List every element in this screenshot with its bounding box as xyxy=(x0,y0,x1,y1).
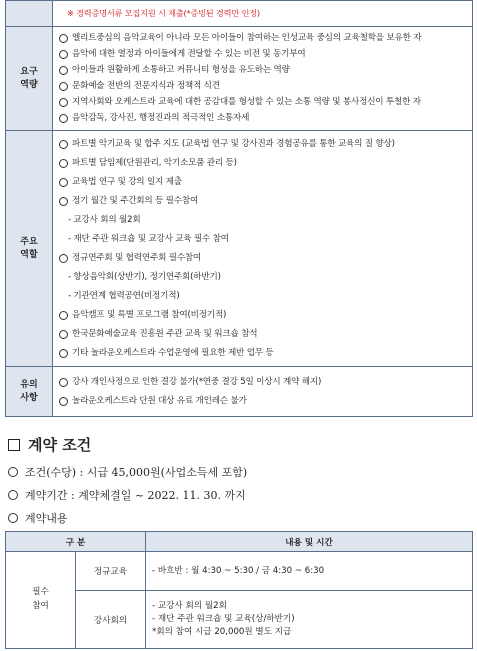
list-item-text: 파트별 담임제(단원관리, 악기소모품 관리 등) xyxy=(72,157,237,168)
circle-bullet-icon xyxy=(8,490,18,500)
requirements-list xyxy=(53,27,473,131)
list-item xyxy=(59,47,466,63)
list-item xyxy=(59,306,466,325)
list-item-text: 아이들과 원활하게 소통하고 커뮤니티 형성을 유도하는 역량 xyxy=(72,65,290,76)
condition-content: 계약내용 xyxy=(8,510,68,526)
list-item-text: 기타 놀라운오케스트라 수업운영에 필요한 제반 업무 등 xyxy=(72,347,274,358)
circle-bullet-icon xyxy=(59,397,68,406)
list-item-text: - 교강사 회의 월2회 xyxy=(68,214,141,225)
duties-label: 주요 역할 xyxy=(6,131,53,367)
contract-header-row xyxy=(6,532,473,552)
list-item-text: 파트별 악기교육 및 합주 지도 (교육법 연구 및 강사진과 경험공유를 통한 교육의 질 향상) xyxy=(72,138,395,149)
duties-list xyxy=(53,131,473,367)
condition-wage: 조건(수당) : 시급 45,000원(사업소득세 포함) xyxy=(8,464,247,480)
condition-period: 계약기간 : 계약체결일 ~ 2022. 11. 30. 까지 xyxy=(8,487,246,503)
contract-table xyxy=(5,531,473,649)
list-item-text: - 기관연계 협력공연(비정기적) xyxy=(68,290,180,301)
list-item-text: 강사 개인사정으로 인한 결강 불가(*연중 결강 5일 이상시 계약 해지) xyxy=(72,376,322,387)
circle-bullet-icon xyxy=(59,34,68,43)
note-cell xyxy=(53,1,473,27)
duties-row xyxy=(6,131,473,367)
circle-bullet-icon xyxy=(59,140,68,149)
row-name: 정규교육 xyxy=(76,552,146,591)
list-item xyxy=(59,95,466,111)
list-item-text: 음악에 대한 열정과 아이들에게 전달할 수 있는 비전 및 동기부여 xyxy=(72,49,306,60)
group-label: 필수 참여 xyxy=(6,552,76,649)
note-row xyxy=(6,1,473,27)
circle-bullet-icon xyxy=(59,82,68,91)
list-item-text: 엘리트중심의 음악교육이 아니라 모든 아이들이 참여하는 인성교육 중심의 교육철학을 보유한 자 xyxy=(72,33,422,44)
list-item xyxy=(59,111,466,127)
list-item xyxy=(59,249,466,268)
circle-bullet-icon xyxy=(59,98,68,107)
circle-bullet-icon xyxy=(59,66,68,75)
role-table xyxy=(5,0,473,417)
list-item xyxy=(59,173,466,192)
list-item xyxy=(59,392,466,411)
list-item-text: 음악감독, 강사진, 행정진과의 적극적인 소통자세 xyxy=(72,113,250,124)
circle-bullet-icon xyxy=(59,378,68,387)
circle-bullet-icon xyxy=(59,311,68,320)
list-item-text: 한국문화예술교육 진흥원 주관 교육 및 워크숍 참석 xyxy=(72,328,258,339)
circle-bullet-icon xyxy=(59,330,68,339)
table-row xyxy=(6,591,473,649)
list-item xyxy=(59,192,466,211)
contract-heading xyxy=(8,434,91,455)
circle-bullet-icon xyxy=(59,178,68,187)
circle-bullet-icon xyxy=(8,513,18,523)
list-item xyxy=(59,230,466,249)
list-item-text: - 재단 주관 워크숍 및 교강사 교육 필수 참여 xyxy=(68,233,229,244)
list-item xyxy=(59,287,466,306)
requirements-label: 요구 역량 xyxy=(6,27,53,131)
requirements-row xyxy=(6,27,473,131)
circle-bullet-icon xyxy=(59,254,68,263)
list-item xyxy=(59,63,466,79)
circle-bullet-icon xyxy=(59,50,68,59)
list-item xyxy=(59,268,466,287)
list-item-text: 정규연주회 및 협력연주회 필수참여 xyxy=(72,252,202,263)
certificate-note: ※ 경력증명서류 모집지원 시 제출(*증빙된 경력만 인정) xyxy=(67,8,260,19)
list-item xyxy=(59,135,466,154)
circle-bullet-icon xyxy=(59,349,68,358)
header-content: 내용 및 시간 xyxy=(146,532,473,552)
list-item xyxy=(59,325,466,344)
list-item-text: 정기 월간 및 주간회의 등 필수참여 xyxy=(72,195,199,206)
circle-bullet-icon xyxy=(59,197,68,206)
list-item-text: - 향상음악회(상반기), 정기연주회(하반기) xyxy=(68,271,221,282)
list-item xyxy=(59,154,466,173)
list-item xyxy=(59,211,466,230)
notes-label: 유의 사항 xyxy=(6,367,53,417)
list-item-text: 지역사회와 오케스트라 교육에 대한 공감대를 형성할 수 있는 소통 역량 및 봉사정신이 투철한 자 xyxy=(72,97,421,108)
row-content: - 교강사 회의 월2회 - 재단 주관 워크숍 및 교육(상/하반기) *회의 참여 시급 20,000원 별도 지급 xyxy=(146,591,473,649)
circle-bullet-icon xyxy=(59,159,68,168)
table-row xyxy=(6,552,473,591)
list-item xyxy=(59,373,466,392)
notes-row xyxy=(6,367,473,417)
list-item-text: 음악캠프 및 특별 프로그램 참여(비정기적) xyxy=(72,309,227,320)
list-item-text: 교육법 연구 및 강의 일지 제출 xyxy=(72,176,182,187)
list-item xyxy=(59,344,466,363)
circle-bullet-icon xyxy=(8,467,18,477)
header-category: 구 분 xyxy=(6,532,146,552)
checkbox-square-icon xyxy=(8,439,20,451)
row-name: 강사회의 xyxy=(76,591,146,649)
contract-heading-text: 계약 조건 xyxy=(28,436,92,454)
list-item xyxy=(59,31,466,47)
list-item-text: 놀라운오케스트라 단원 대상 유료 개인레슨 불가 xyxy=(72,395,247,406)
row-content: - 바흐반 : 월 4:30 ~ 5:30 / 금 4:30 ~ 6:30 xyxy=(146,552,473,591)
list-item-text: 문화예술 전반의 전문지식과 정책적 식견 xyxy=(72,81,220,92)
notes-list xyxy=(53,367,473,417)
circle-bullet-icon xyxy=(59,114,68,123)
list-item xyxy=(59,79,466,95)
blank-label-cell xyxy=(6,1,53,27)
